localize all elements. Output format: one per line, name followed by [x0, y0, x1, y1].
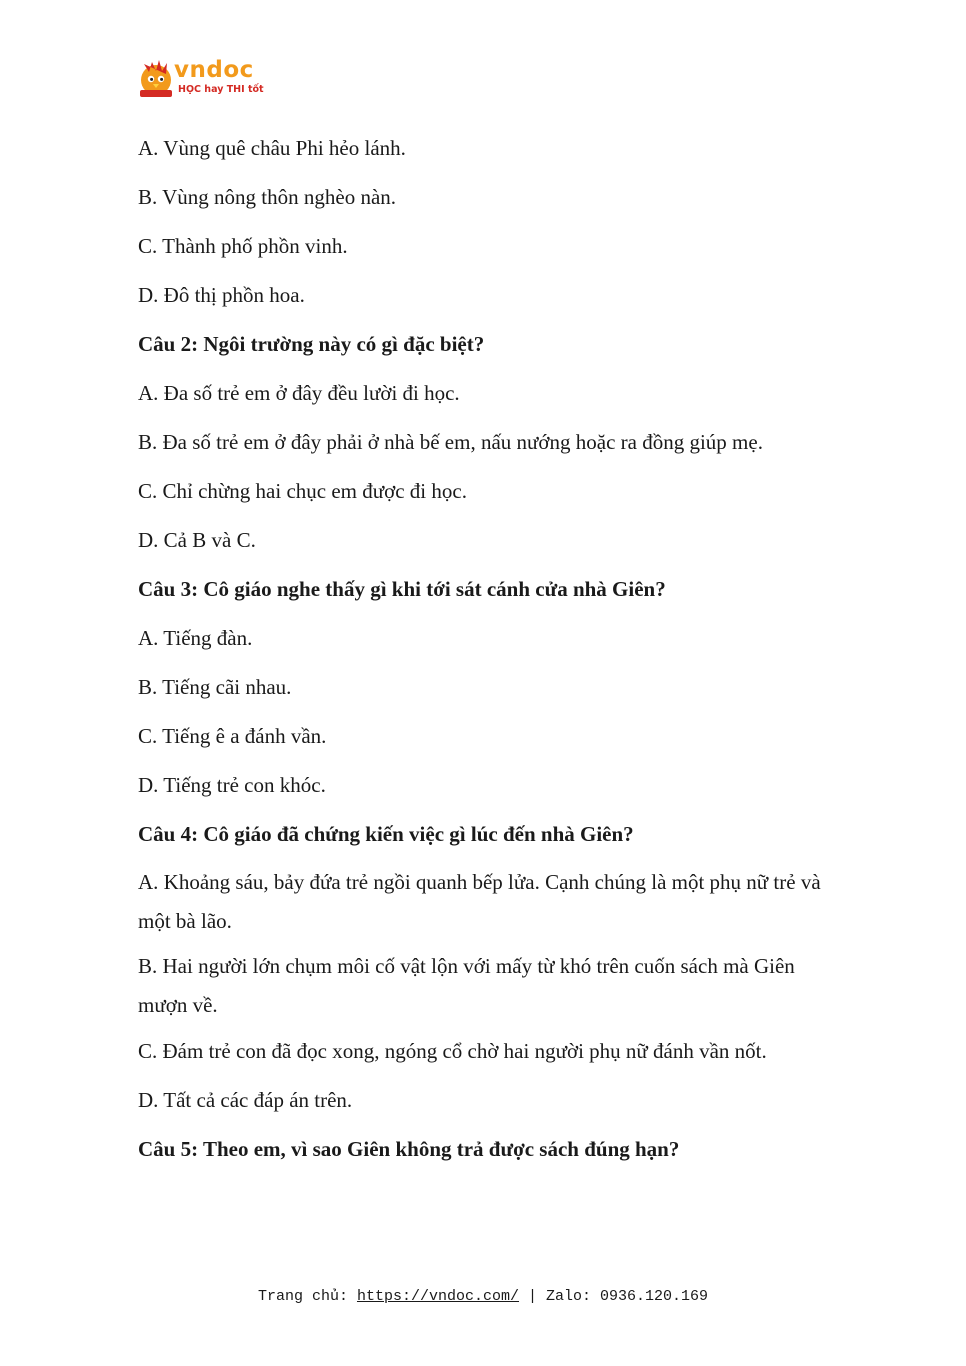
- question-heading: Câu 2: Ngôi trường này có gì đặc biệt?: [138, 332, 485, 356]
- answer-option: D. Tiếng trẻ con khóc.: [138, 773, 326, 797]
- logo-tagline: HỌC hay THI tốt: [178, 84, 264, 95]
- answer-option: A. Đa số trẻ em ở đây đều lười đi học.: [138, 381, 460, 405]
- answer-option: C. Thành phố phồn vinh.: [138, 234, 348, 258]
- question-heading: Câu 5: Theo em, vì sao Giên không trả được sách đúng hạn?: [138, 1137, 680, 1161]
- footer-home-link[interactable]: https://vndoc.com/: [356, 1288, 520, 1305]
- answer-option: C. Tiếng ê a đánh vần.: [138, 724, 327, 748]
- answer-option: A. Vùng quê châu Phi hẻo lánh.: [138, 136, 406, 160]
- question-heading: Câu 3: Cô giáo nghe thấy gì khi tới sát cánh cửa nhà Giên?: [138, 577, 666, 601]
- answer-option: C. Chỉ chừng hai chục em được đi học.: [138, 479, 467, 503]
- vndoc-logo[interactable]: [136, 56, 276, 100]
- answer-option: A. Tiếng đàn.: [138, 626, 253, 650]
- footer-home-label: Trang chủ:: [257, 1288, 357, 1305]
- answer-option: B. Vùng nông thôn nghèo nàn.: [138, 185, 397, 209]
- footer-zalo-label: | Zalo: 0936.120.169: [519, 1288, 709, 1305]
- answer-option: D. Cả B và C.: [138, 528, 256, 552]
- page-footer: [0, 1288, 966, 1305]
- answer-option: B. Hai người lớn chụm môi cố vật lộn với mấy từ khó trên cuốn sách mà Giên mượn về.: [138, 954, 795, 1017]
- logo-brand-text: vndoc: [174, 57, 254, 83]
- answer-option: D. Tất cả các đáp án trên.: [138, 1088, 353, 1112]
- quiz-content: [138, 134, 838, 1184]
- answer-option: A. Khoảng sáu, bảy đứa trẻ ngồi quanh bếp lửa. Cạnh chúng là một phụ nữ trẻ và một bà lão.: [138, 870, 821, 933]
- rooster-mascot-icon: [136, 56, 176, 98]
- answer-option: C. Đám trẻ con đã đọc xong, ngóng cổ chờ hai người phụ nữ đánh vần nốt.: [138, 1039, 767, 1063]
- answer-option: B. Đa số trẻ em ở đây phải ở nhà bế em, nấu nướng hoặc ra đồng giúp mẹ.: [138, 430, 763, 454]
- answer-option: B. Tiếng cãi nhau.: [138, 675, 292, 699]
- question-heading: Câu 4: Cô giáo đã chứng kiến việc gì lúc đến nhà Giên?: [138, 822, 634, 846]
- answer-option: D. Đô thị phồn hoa.: [138, 283, 305, 307]
